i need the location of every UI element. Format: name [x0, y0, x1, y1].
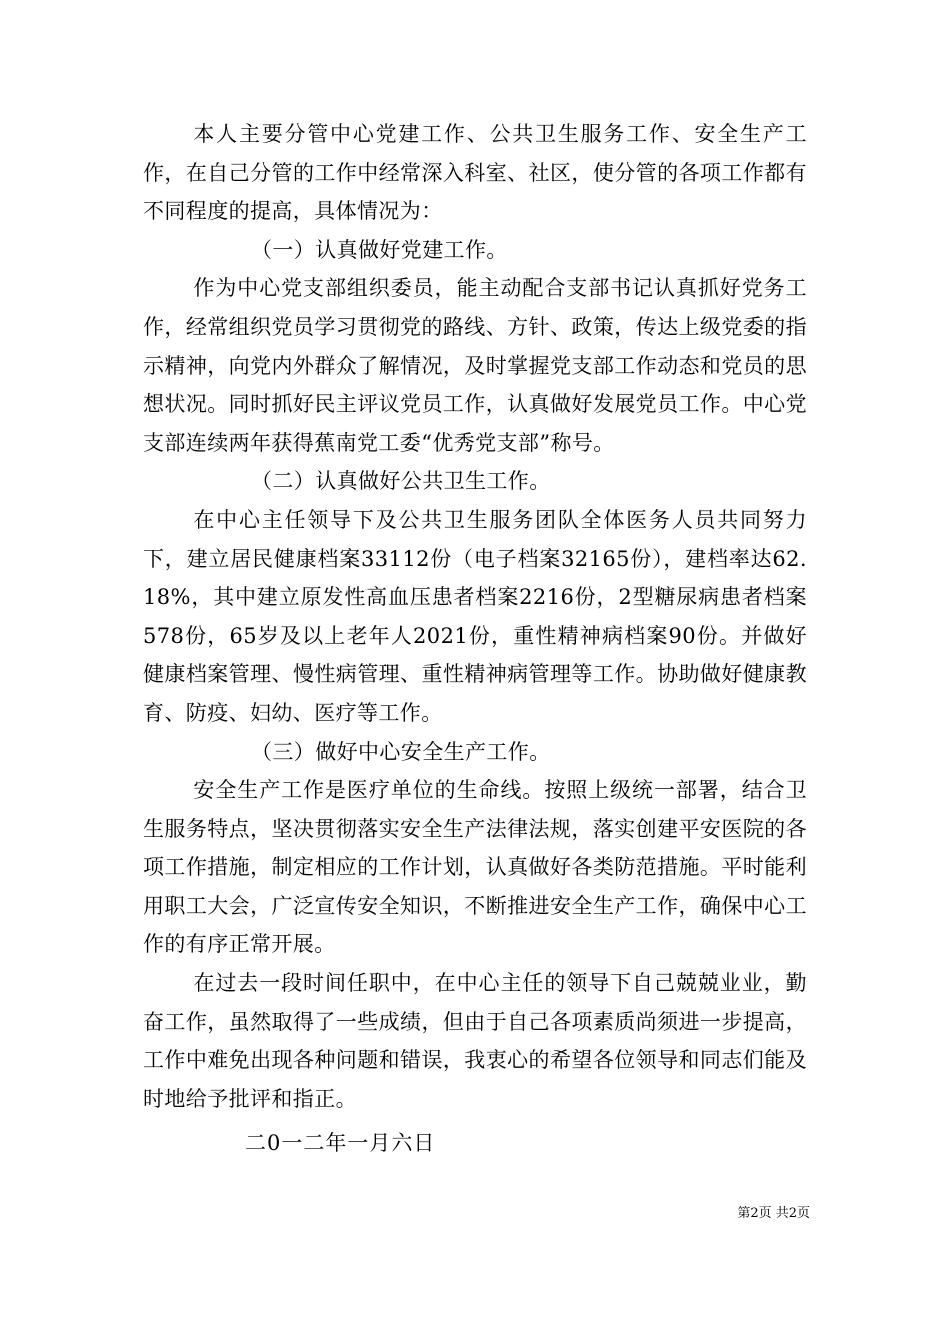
section-heading-safety: （三）做好中心安全生产工作。: [251, 739, 551, 764]
document-date: 二0一二年一月六日: [245, 1131, 436, 1156]
paragraph-intro: 本人主要分管中心党建工作、公共卫生服务工作、安全生产工作，在自己分管的工作中经常深入科室、社区，使分管的各项工作都有不同程度的提高，具体情况为：: [143, 122, 807, 224]
document-body: [143, 115, 807, 1163]
section-heading-public-health: （二）认真做好公共卫生工作。: [251, 469, 551, 494]
paragraph-party-building: 作为中心党支部组织委员，能主动配合支部书记认真抓好党务工作，经常组织党员学习贯彻党的路线、方针、政策，传达上级党委的指示精神，向党内外群众了解情况，及时掌握党支部工作动态和党员的思想状况。同时抓好民主评议党员工作，认真做好发展党员工作。中心党支部连续两年获得蕉南党工委“优秀党支部”称号。: [143, 276, 807, 455]
paragraph-safety: 安全生产工作是医疗单位的生命线。按照上级统一部署，结合卫生服务特点，坚决贯彻落实安全生产法律法规，落实创建平安医院的各项工作措施，制定相应的工作计划，认真做好各类防范措施。平时能利用职工大会，广泛宣传安全知识，不断推进安全生产工作，确保中心工作的有序正常开展。: [143, 778, 807, 957]
section-heading-party-building: （一）认真做好党建工作。: [251, 237, 508, 262]
paragraph-conclusion: 在过去一段时间任职中，在中心主任的领导下自己兢兢业业，勤奋工作，虽然取得了一些成绩，但由于自己各项素质尚须进一步提高，工作中难免出现各种问题和错误，我衷心的希望各位领导和同志们能及时地给予批评和指正。: [143, 971, 807, 1111]
page-number-footer: 第2页 共2页: [737, 1206, 810, 1221]
paragraph-public-health: 在中心主任领导下及公共卫生服务团队全体医务人员共同努力下，建立居民健康档案33112份（电子档案32165份），建档率达62.18%，其中建立原发性高血压患者档案2216份，2型糖尿病患者档案578份，65岁及以上老年人2021份，重性精神病档案90份。并做好健康档案管理、慢性病管理、重性精神病管理等工作。协助做好健康教育、防疫、妇幼、医疗等工作。: [143, 507, 807, 725]
